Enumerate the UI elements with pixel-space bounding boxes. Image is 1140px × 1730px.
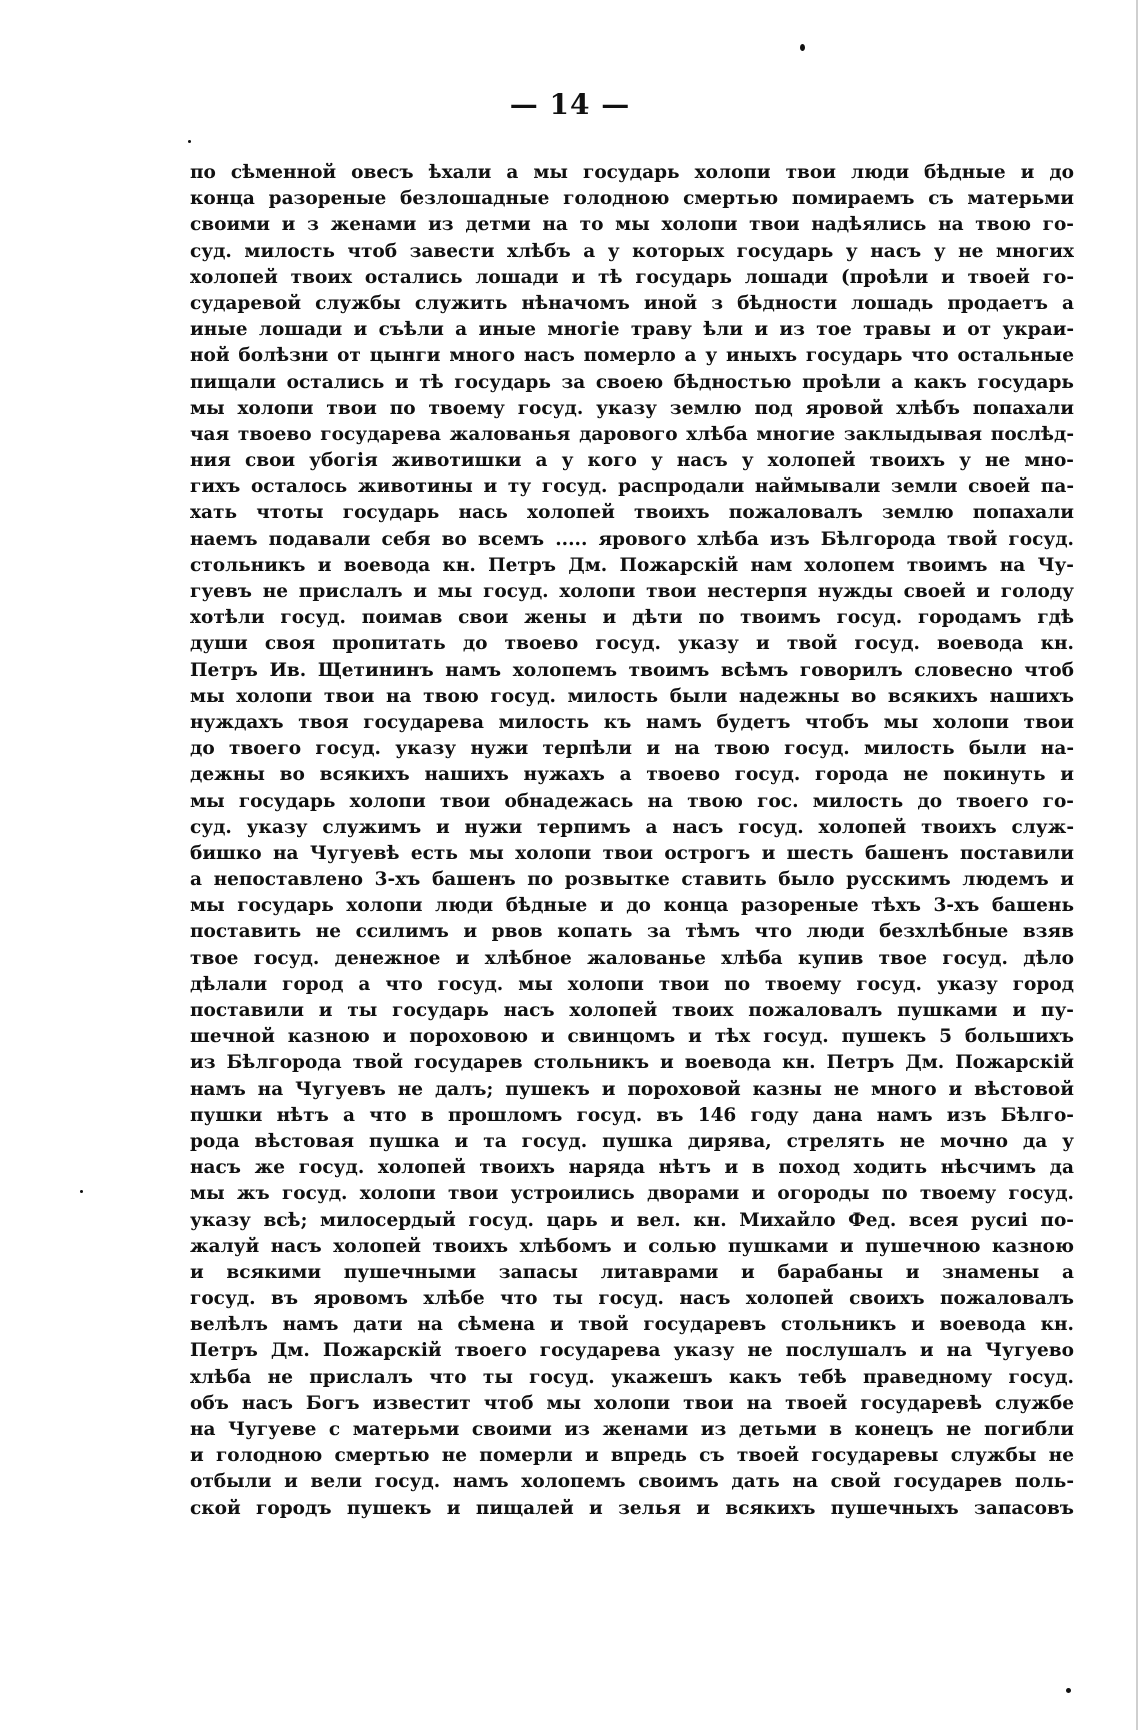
text-line: хотѣли госуд. поимав свои жены и дѣти по твоимъ госуд. городамъ гдѣ: [190, 607, 1074, 629]
text-line: иные лошади и съѣли а иные многіе траву ѣли и из тое травы и от украи-: [190, 319, 1074, 341]
text-line: дежны во всякихъ нашихъ нужахъ а твоево госуд. города не покинуть и: [190, 764, 1074, 786]
text-line: наемъ подавали себя во всемъ ..... ярового хлѣба изъ Бѣлгорода твой госуд.: [190, 528, 1074, 550]
text-line: Петръ Ив. Щетининъ намъ холопемъ твоимъ всѣмъ говорилъ словесно чтоб: [190, 659, 1074, 681]
text-line: конца разореные безлошадные голодною смертью помираемъ съ матерьми: [190, 188, 1074, 210]
text-line: ния свои убогія животишки а у кого у насъ у холопей твоихъ у не мно-: [190, 450, 1074, 472]
text-line: мы государь холопи твои обнадежась на твою гос. милость до твоего го-: [190, 790, 1074, 812]
text-line: мы холопи твои по твоему госуд. указу землю под яровой хлѣбъ попахали: [190, 397, 1074, 419]
text-line: до твоего госуд. указу нужи терпѣли и на твою госуд. милость были на-: [190, 738, 1074, 760]
text-line: пушки нѣтъ а что в прошломъ госуд. въ 146 году дана намъ изъ Бѣлго-: [190, 1104, 1074, 1126]
text-line: велѣлъ намъ дати на сѣмена и твой государевъ стольникъ и воевода кн.: [190, 1314, 1074, 1336]
text-line: своими и з женами из детми на то мы холопи твои надѣялись на твою го-: [190, 214, 1074, 236]
text-line: хлѣба не прислалъ что ты госуд. укажешъ какъ тебѣ праведному госуд.: [190, 1366, 1074, 1388]
text-line: холопей твоих остались лошади и тѣ государь лошади (проѣли и твоей го-: [190, 266, 1074, 288]
text-line: и всякими пушечными запасы литаврами и барабаны и знамены а: [190, 1261, 1074, 1283]
text-line: нуждахъ твоя государева милость къ намъ будетъ чтобъ мы холопи твои: [190, 711, 1074, 733]
text-line: намъ на Чугуевъ не далъ; пушекъ и пороховой казны не много и вѣстовой: [190, 1078, 1074, 1100]
text-line: сударевой службы служить нѣначомъ иной з бѣдности лошадь продаетъ а: [190, 292, 1074, 314]
text-line: суд. указу служимъ и нужи терпимъ а насъ госуд. холопей твоихъ служ-: [190, 816, 1074, 838]
text-line: ской городъ пушекъ и пищалей и зелья и всякихъ пушечныхъ запасовъ: [190, 1497, 1074, 1519]
text-line: чая твоево государева жалованья дарового хлѣба многие заклыдывая послѣд-: [190, 423, 1074, 445]
ink-speck: [80, 1190, 83, 1193]
text-line: пищали остались и тѣ государь за своею бѣдностью проѣли а какъ государь: [190, 371, 1074, 393]
text-line: на Чугуеве с матерьми своими из женами из детьми в конецъ не погибли: [190, 1419, 1074, 1440]
text-line: из Бѣлгорода твой государев стольникъ и воевода кн. Петръ Дм. Пожарскій: [190, 1052, 1074, 1074]
text-line: Петръ Дм. Пожарскій твоего государева указу не послушалъ и на Чугуево: [190, 1340, 1074, 1362]
text-line: отбыли и вели госуд. намъ холопемъ своимъ дать на свой государев поль-: [190, 1471, 1074, 1493]
text-line: насъ же госуд. холопей твоихъ наряда нѣтъ и в поход ходить нѣсчимъ да: [190, 1157, 1074, 1179]
text-line: души своя пропитать до твоево госуд. указу и твой госуд. воевода кн.: [190, 633, 1074, 655]
body-text: [190, 160, 1074, 1522]
text-line: по сѣменной овесъ ѣхали а мы государь холопи твои люди бѣдные и до: [190, 162, 1074, 183]
text-line: мы жъ госуд. холопи твои устроились дворами и огороды по твоему госуд.: [190, 1183, 1074, 1205]
text-line: твое госуд. денежное и хлѣбное жалованье хлѣба купив твое госуд. дѣло: [190, 947, 1074, 969]
ink-speck: [1066, 1688, 1071, 1693]
text-line: указу всѣ; милосердый госуд. царь и вел. кн. Михайло Фед. всея русиі по-: [190, 1209, 1074, 1231]
page-edge-line: [1136, 0, 1138, 1730]
text-line: поставить не ссилимъ и рвов копать за тѣмъ что люди безхлѣбные взяв: [190, 921, 1074, 943]
text-line: суд. милость чтоб завести хлѣбъ а у которых государь у насъ у не многих: [190, 240, 1074, 262]
text-line: гихъ осталось животины и ту госуд. распродали наймывали земли своей па-: [190, 476, 1074, 498]
text-line: госуд. въ яровомъ хлѣбе что ты госуд. насъ холопей своихъ пожаловалъ: [190, 1288, 1074, 1310]
text-line: дѣлали город а что госуд. мы холопи твои по твоему госуд. указу город: [190, 973, 1074, 995]
text-line: бишко на Чугуевѣ есть мы холопи твои острогъ и шесть башенъ поставили: [190, 842, 1074, 864]
text-line: рода вѣстовая пушка и та госуд. пушка дирява, стрелять не мочно да у: [190, 1130, 1074, 1152]
text-line: а непоставлено 3-хъ башенъ по розвытке ставить было русскимъ людемъ и: [190, 869, 1074, 891]
text-line: поставили и ты государь насъ холопей твоих пожаловалъ пушками и пу-: [190, 1000, 1074, 1021]
text-line: шечной казною и пороховою и свинцомъ и тѣх госуд. пушекъ 5 большихъ: [190, 1026, 1074, 1048]
ink-speck: [188, 140, 191, 143]
text-line: стольникъ и воевода кн. Петръ Дм. Пожарскій нам холопем твоимъ на Чу-: [190, 554, 1074, 576]
text-line: мы холопи твои на твою госуд. милость были надежны во всякихъ нашихъ: [190, 685, 1074, 707]
text-line: ной болѣзни от цынги много насъ померло а у иныхъ государь что остальные: [190, 345, 1074, 367]
text-line: и голодною смертью не померли и впредь съ твоей государевы службы не: [190, 1445, 1074, 1467]
text-line: объ насъ Богъ известит чтоб мы холопи твои на твоей государевѣ службе: [190, 1392, 1074, 1414]
text-line: хать чтоты государь нась холопей твоихъ пожаловалъ землю попахали: [190, 502, 1074, 524]
text-line: гуевъ не прислалъ и мы госуд. холопи твои нестерпя нужды своей и голоду: [190, 581, 1074, 602]
text-line: жалуй насъ холопей твоихъ хлѣбомъ и солью пушками и пушечною казною: [190, 1235, 1074, 1257]
text-line: мы государь холопи люди бѣдные и до конца разореные тѣхъ 3-хъ башень: [190, 895, 1074, 917]
ink-speck: [800, 44, 805, 51]
page-number: — 14 —: [509, 88, 631, 121]
